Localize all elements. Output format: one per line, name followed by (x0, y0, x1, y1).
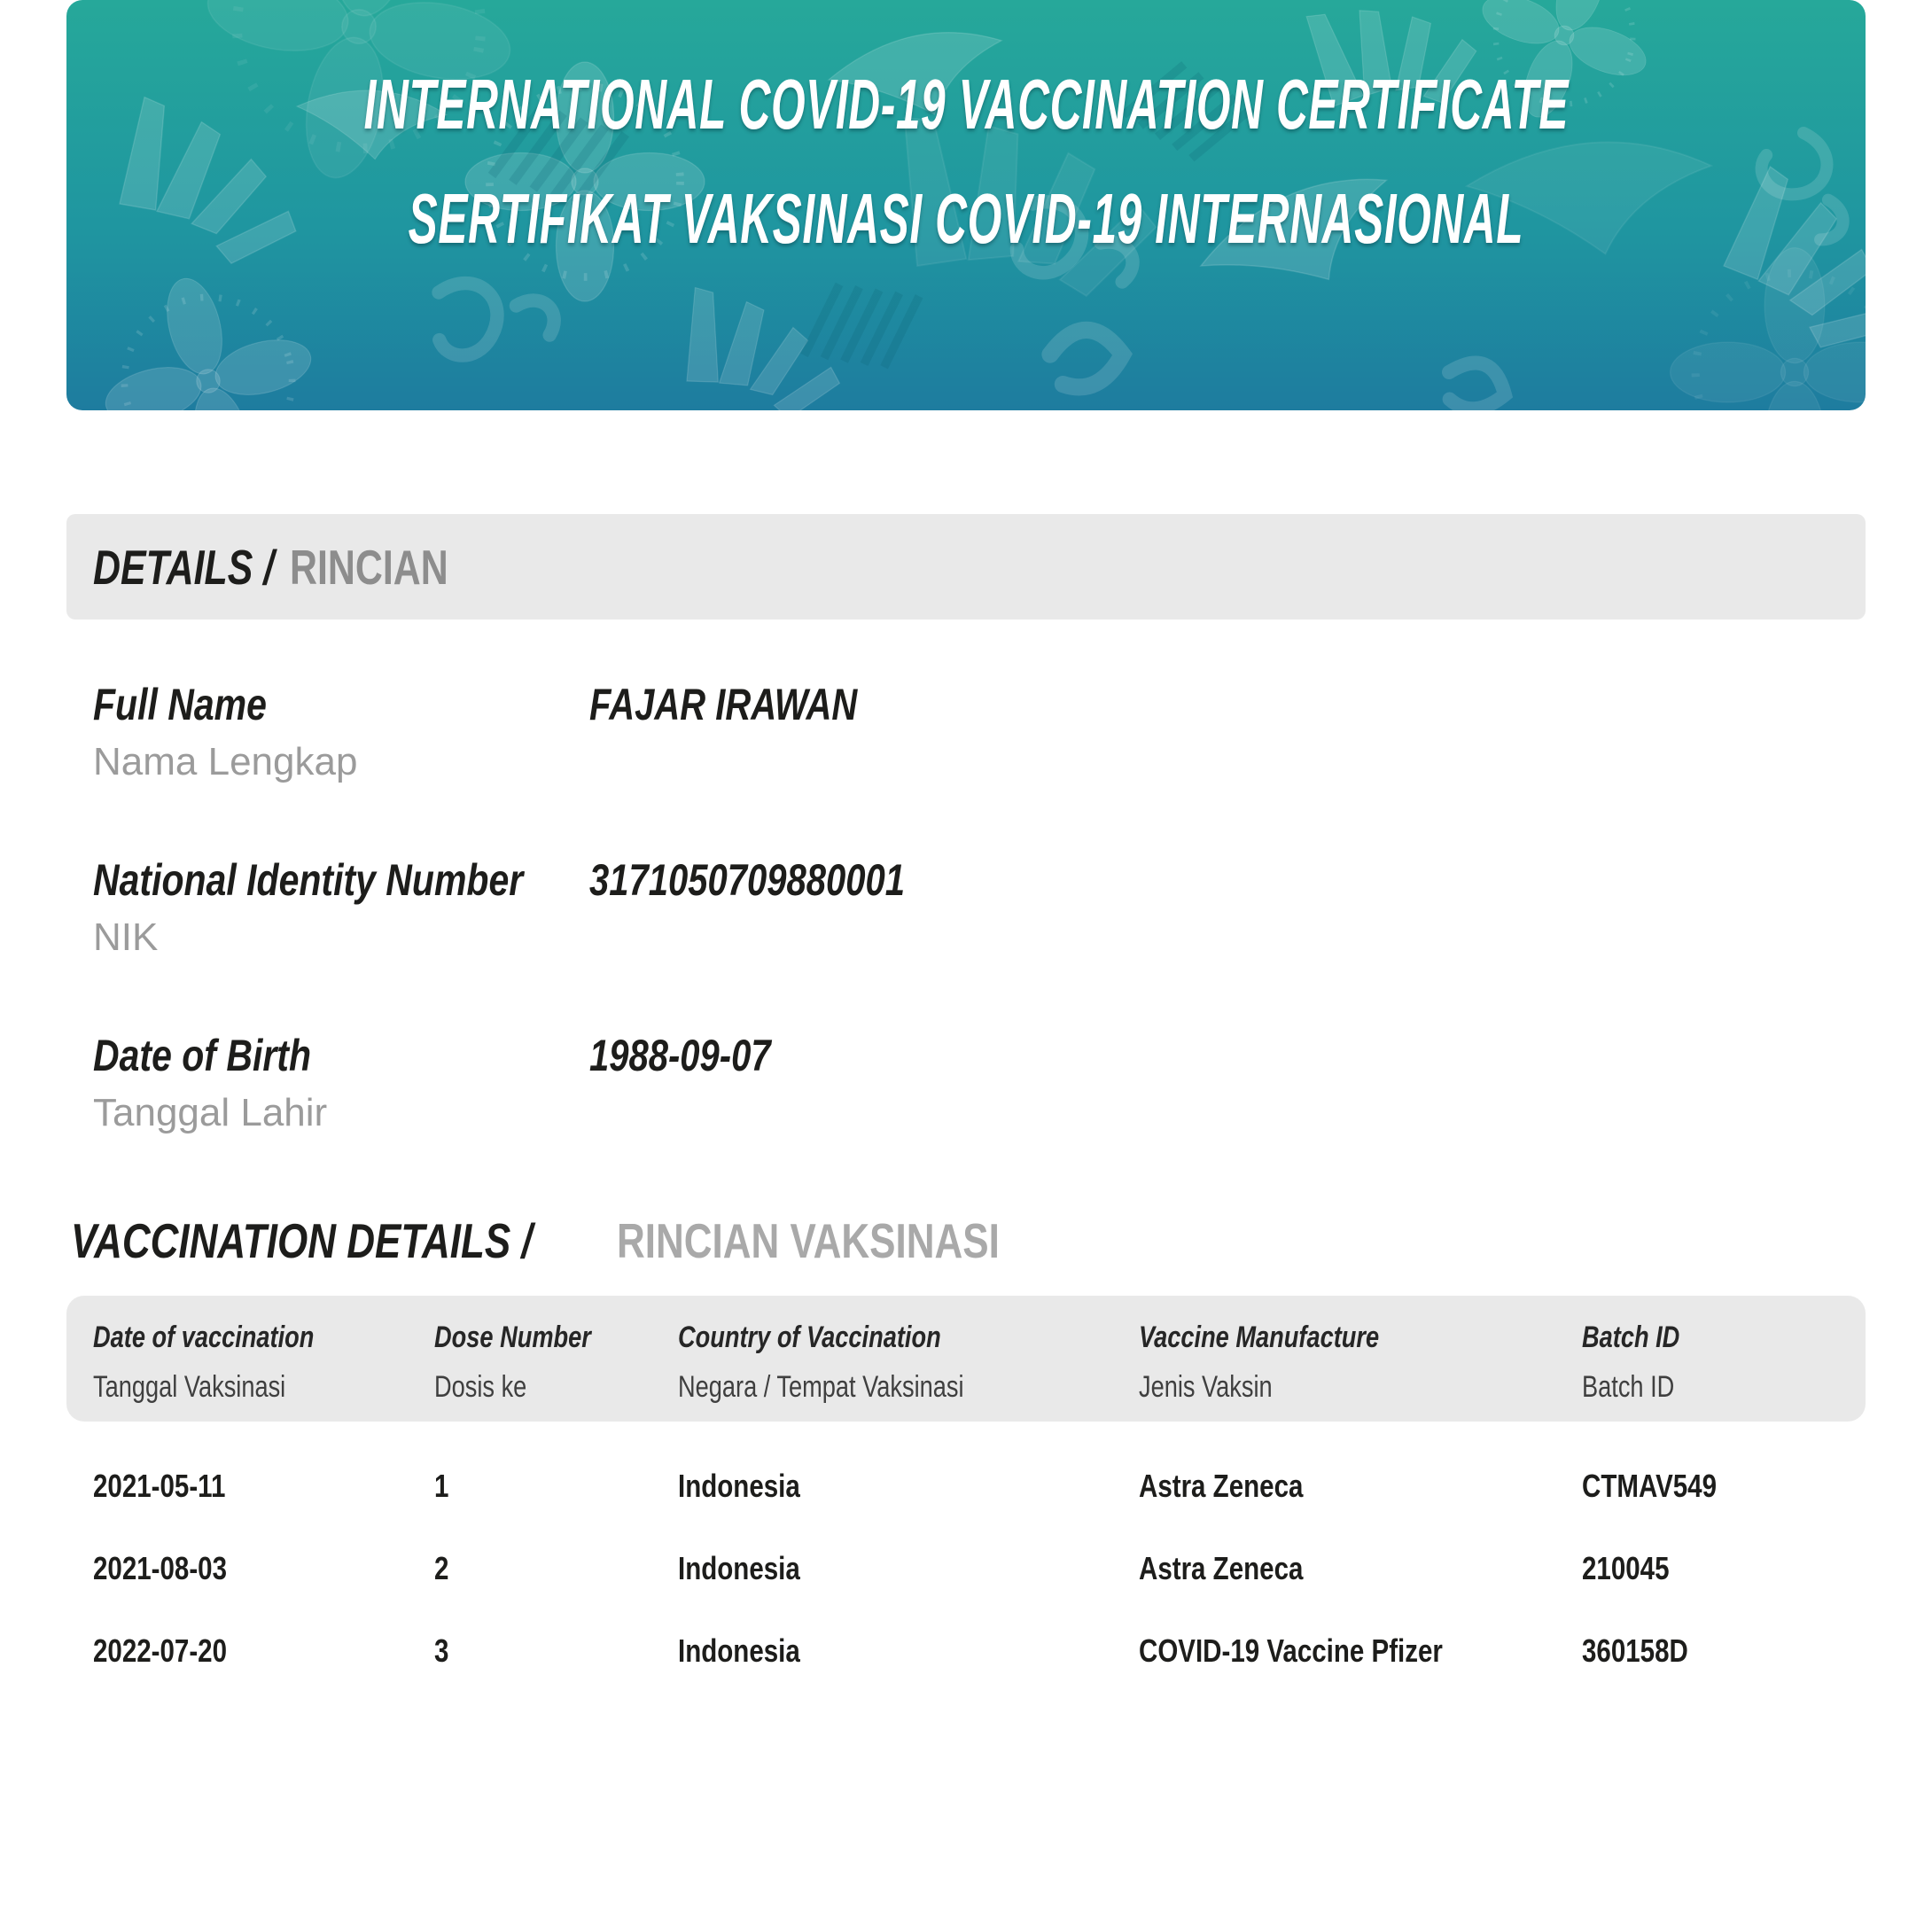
banner-titles (66, 0, 1866, 410)
cell-date: 2021-08-03 (93, 1550, 228, 1586)
banner-title-indonesian (66, 179, 1866, 258)
col-batch-id: Batch ID (1582, 1370, 1675, 1404)
full-name-value: FAJAR IRAWAN (589, 680, 858, 729)
cell-dose: 2 (434, 1550, 449, 1586)
nik-value: 3171050709880001 (589, 855, 905, 905)
certificate-banner (66, 0, 1866, 410)
vaccination-row-1 (66, 1422, 1866, 1507)
vaccination-section-heading (71, 1212, 1095, 1269)
col-dose-en: Dose Number (434, 1320, 591, 1354)
column-header-dose-number (434, 1320, 678, 1422)
field-full-name-label (93, 681, 589, 783)
vaccination-table-body (66, 1422, 1866, 1671)
cell-date: 2021-05-11 (93, 1468, 226, 1504)
vaccination-row-2 (66, 1548, 1866, 1589)
field-date-of-birth (93, 1032, 1857, 1134)
col-dose-id: Dosis ke (434, 1370, 527, 1404)
column-header-batch-id (1582, 1320, 1866, 1422)
column-header-date-of-vaccination (93, 1320, 434, 1422)
full-name-label-en: Full Name (93, 680, 267, 729)
field-nik-label (93, 856, 589, 959)
cell-batch: 210045 (1582, 1550, 1670, 1586)
nik-label-id: NIK (93, 915, 159, 959)
banner-title-indonesian-text: SERTIFIKAT VAKSINASI COVID-19 INTERNASIONAL (408, 179, 1524, 258)
details-heading-en: DETAILS / (93, 539, 275, 595)
cell-country: Indonesia (678, 1632, 800, 1669)
vaccination-table-header (66, 1296, 1866, 1422)
cell-country: Indonesia (678, 1550, 800, 1586)
full-name-label-id: Nama Lengkap (93, 740, 358, 783)
col-batch-en: Batch ID (1582, 1320, 1680, 1354)
column-header-vaccine-manufacture (1139, 1320, 1582, 1422)
dob-label-id: Tanggal Lahir (93, 1091, 328, 1134)
nik-label-en: National Identity Number (93, 855, 524, 905)
col-country-en: Country of Vaccination (678, 1320, 941, 1354)
cell-manufacture: Astra Zeneca (1139, 1468, 1304, 1504)
col-manufacture-id: Jenis Vaksin (1139, 1370, 1273, 1404)
vaccination-heading-en: VACCINATION DETAILS / (71, 1213, 533, 1268)
vaccination-heading-id: RINCIAN VAKSINASI (616, 1213, 1000, 1268)
field-full-name (93, 681, 1857, 783)
col-country-id: Negara / Tempat Vaksinasi (678, 1370, 964, 1404)
banner-title-english-text: INTERNATIONAL COVID-19 VACCINATION CERTIFICATE (363, 65, 1569, 144)
cell-country: Indonesia (678, 1468, 800, 1504)
field-dob-label (93, 1032, 589, 1134)
cell-batch: 360158D (1582, 1632, 1688, 1669)
cell-date: 2022-07-20 (93, 1632, 228, 1669)
cell-dose: 1 (434, 1468, 449, 1504)
dob-label-en: Date of Birth (93, 1031, 311, 1080)
cell-manufacture: COVID-19 Vaccine Pfizer (1139, 1632, 1443, 1669)
col-manufacture-en: Vaccine Manufacture (1139, 1320, 1380, 1354)
vaccination-row-3 (66, 1631, 1866, 1671)
details-section-heading (66, 514, 1866, 619)
cell-manufacture: Astra Zeneca (1139, 1550, 1304, 1586)
dob-value: 1988-09-07 (589, 1031, 771, 1080)
details-heading-id: RINCIAN (289, 539, 448, 595)
col-date-en: Date of vaccination (93, 1320, 315, 1354)
field-national-identity-number (93, 856, 1857, 959)
col-date-id: Tanggal Vaksinasi (93, 1370, 286, 1404)
details-fields (93, 681, 1857, 1207)
cell-batch: CTMAV549 (1582, 1468, 1718, 1504)
column-header-country-of-vaccination (678, 1320, 1139, 1422)
banner-title-english (66, 65, 1866, 144)
cell-dose: 3 (434, 1632, 449, 1669)
